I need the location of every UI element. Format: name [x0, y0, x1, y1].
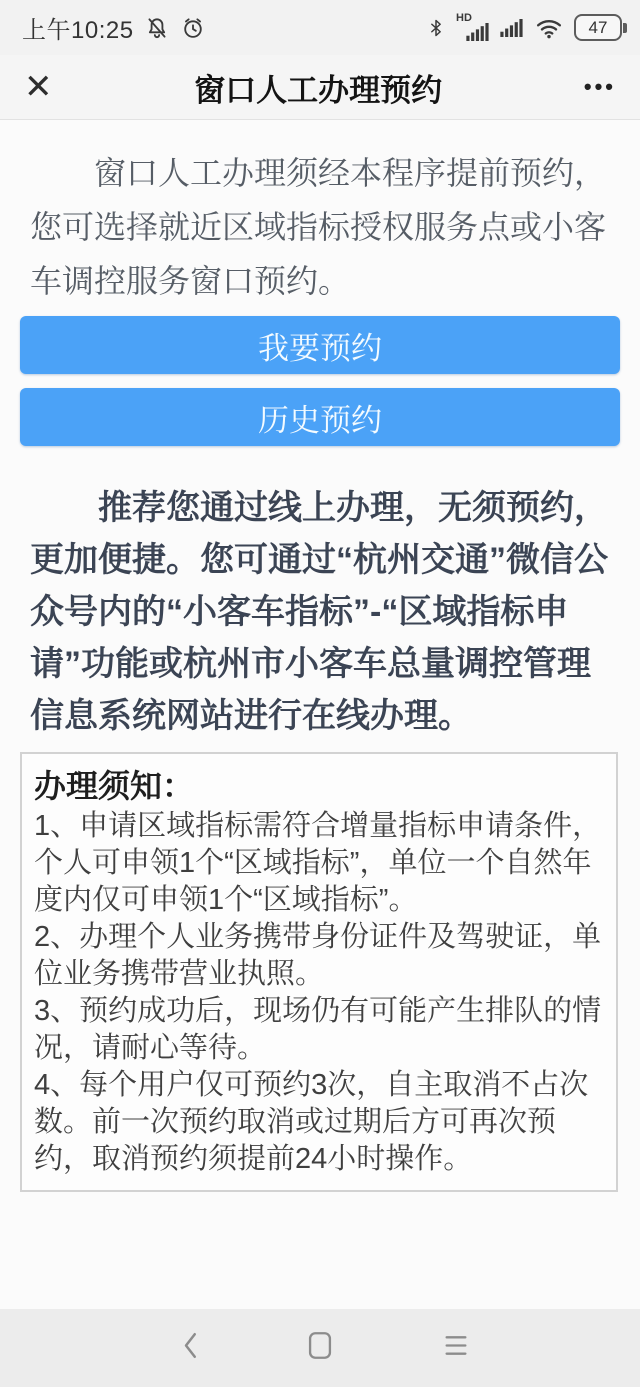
intro-paragraph: 窗口人工办理须经本程序提前预约，您可选择就近区域指标授权服务点或小客车调控服务窗口预约。	[30, 155, 607, 299]
hd-label: HD	[456, 11, 472, 24]
nav-bar	[0, 55, 640, 120]
content-area	[0, 146, 640, 1192]
recents-menu-icon[interactable]	[442, 1333, 470, 1364]
status-bar	[0, 0, 640, 55]
signal-hd-icon	[456, 13, 490, 43]
recommendation-paragraph: 推荐您通过线上办理，无须预约，更加便捷。您可通过“杭州交通”微信公众号内的“小客车指标”-“区域指标申请”功能或杭州市小客车总量调控管理信息系统网站进行在线办理。	[30, 489, 608, 735]
android-navigation-bar	[0, 1309, 640, 1387]
notice-box	[20, 752, 618, 1192]
notice-item-1: 1、申请区域指标需符合增量指标申请条件，个人可申领1个“区域指标”，单位一个自然年度内仅可申领1个“区域指标”。	[34, 810, 602, 916]
battery-percent: 47	[588, 17, 608, 37]
status-bar-right	[426, 13, 622, 43]
battery-indicator	[574, 14, 622, 41]
book-appointment-button[interactable]: 我要预约	[20, 316, 620, 374]
muted-bell-icon	[144, 15, 170, 41]
notice-item-4: 4、每个用户仅可预约3次，自主取消不占次数。前一次预约取消或过期后方可再次预约，取消预约须提前24小时操作。	[34, 1069, 589, 1175]
wifi-icon	[534, 15, 564, 41]
page-title: 窗口人工办理预约	[194, 72, 443, 108]
status-bar-left	[22, 10, 206, 45]
clock-time: 上午10:25	[22, 17, 134, 44]
back-icon[interactable]	[178, 1331, 204, 1366]
bluetooth-icon	[426, 15, 446, 41]
notice-title: 办理须知：	[34, 768, 195, 804]
history-appointment-button[interactable]: 历史预约	[20, 388, 620, 446]
notice-item-3: 3、预约成功后，现场仍有可能产生排队的情况，请耐心等待。	[34, 995, 602, 1064]
home-icon[interactable]	[306, 1330, 334, 1367]
more-menu-icon[interactable]: •••	[583, 74, 616, 99]
notice-item-2: 2、办理个人业务携带身份证件及驾驶证，单位业务携带营业执照。	[34, 921, 602, 990]
signal-icon	[500, 19, 524, 37]
alarm-clock-icon	[180, 15, 206, 41]
close-icon[interactable]: ✕	[24, 68, 53, 106]
